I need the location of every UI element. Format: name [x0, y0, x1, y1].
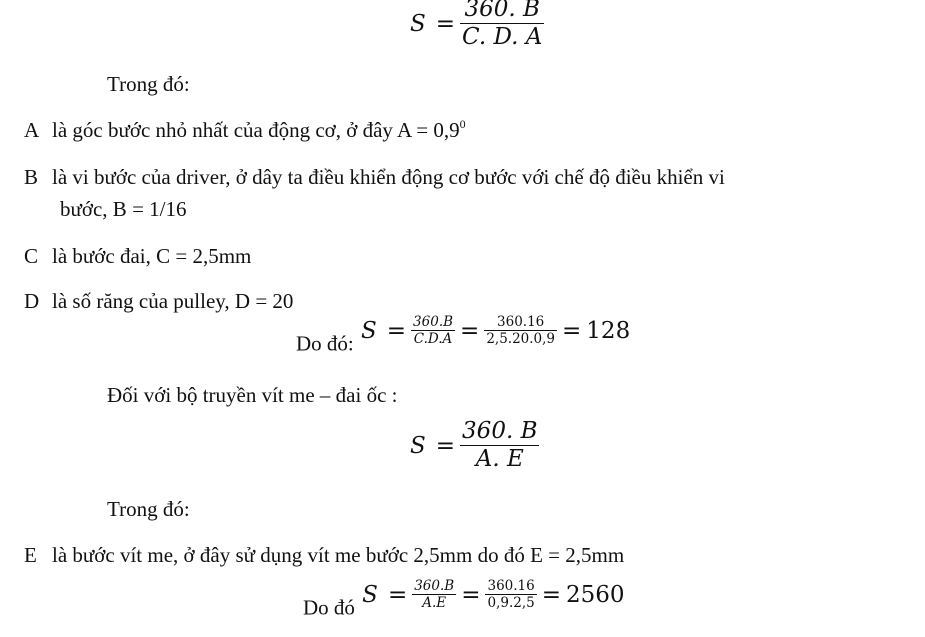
- calculation-math: [359, 314, 635, 347]
- fraction-numerator: 360.16: [487, 578, 535, 594]
- equals-sign: =: [562, 317, 582, 344]
- fraction-numeric: [485, 578, 536, 611]
- calculation-prefix: Do đó:: [296, 331, 354, 356]
- fraction: [460, 0, 544, 51]
- where-label: Trong đó:: [107, 72, 190, 96]
- fraction-numerator: 360.16: [497, 314, 545, 330]
- fraction-denominator: 2,5.20.0,9: [486, 331, 556, 347]
- formula-lhs: S: [361, 317, 377, 344]
- calculation-math: [360, 578, 629, 611]
- fraction-numerator: 360.B: [414, 578, 455, 594]
- fraction-denominator: A.E: [422, 595, 447, 611]
- definition-letter: E: [24, 543, 37, 567]
- definition-letter: B: [24, 165, 39, 189]
- equals-sign: =: [541, 581, 562, 608]
- calculation-prefix: Do đó: [303, 595, 355, 620]
- formula-s-cda: [410, 0, 544, 51]
- definition-text: là bước đai, C = 2,5mm: [52, 244, 252, 268]
- definition-a: [24, 117, 466, 143]
- fraction-numerator: 360.B: [413, 314, 454, 330]
- calculation-2: [303, 578, 630, 621]
- fraction-denominator: A. E: [475, 446, 524, 472]
- where-label: Trong đó:: [107, 497, 190, 521]
- definition-letter: A: [24, 118, 40, 142]
- definition-text: là số răng của pulley, D = 20: [52, 289, 294, 313]
- fraction-symbolic: [411, 314, 455, 347]
- fraction-denominator: C. D. A: [462, 24, 543, 50]
- definition-text: là vi bước của driver, ở dây ta điều khiển động cơ bước với chế độ điều khiển vi: [52, 165, 725, 189]
- definition-letter: D: [24, 289, 40, 313]
- equals-sign: =: [435, 10, 456, 37]
- definition-text: là góc bước nhỏ nhất của động cơ, ở đây A = 0,9: [52, 118, 460, 142]
- definition-d: [24, 289, 293, 314]
- result-value: 128: [586, 317, 631, 344]
- equals-sign: =: [460, 317, 480, 344]
- fraction: [460, 418, 539, 473]
- degree-superscript: 0: [459, 117, 466, 131]
- lead-screw-heading: Đối với bộ truyền vít me – đai ốc :: [107, 383, 398, 407]
- equals-sign: =: [387, 581, 408, 608]
- definition-letter: C: [24, 244, 39, 268]
- fraction-denominator: 0,9.2,5: [487, 595, 535, 611]
- definition-c: [24, 244, 251, 269]
- formula-lhs: S: [410, 10, 426, 37]
- formula-lhs: S: [410, 432, 426, 459]
- formula-lhs: S: [362, 581, 378, 608]
- definition-b-continued: bước, B = 1/16: [60, 197, 187, 221]
- equals-sign: =: [461, 581, 481, 608]
- equals-sign: =: [386, 317, 407, 344]
- fraction-denominator: C.D.A: [413, 331, 453, 347]
- definition-text: là bước vít me, ở đây sử dụng vít me bước 2,5mm do đó E = 2,5mm: [52, 543, 625, 567]
- equals-sign: =: [435, 432, 456, 459]
- fraction-numerator: 360. B: [462, 418, 538, 444]
- definition-e: [24, 543, 624, 568]
- calculation-1: [296, 314, 635, 357]
- definition-b: [24, 165, 725, 190]
- fraction-symbolic: [412, 578, 456, 611]
- result-value: 2560: [566, 581, 625, 608]
- formula-s-ae: [410, 418, 539, 473]
- fraction-numerator: 360. B: [464, 0, 540, 22]
- fraction-numeric: [484, 314, 557, 347]
